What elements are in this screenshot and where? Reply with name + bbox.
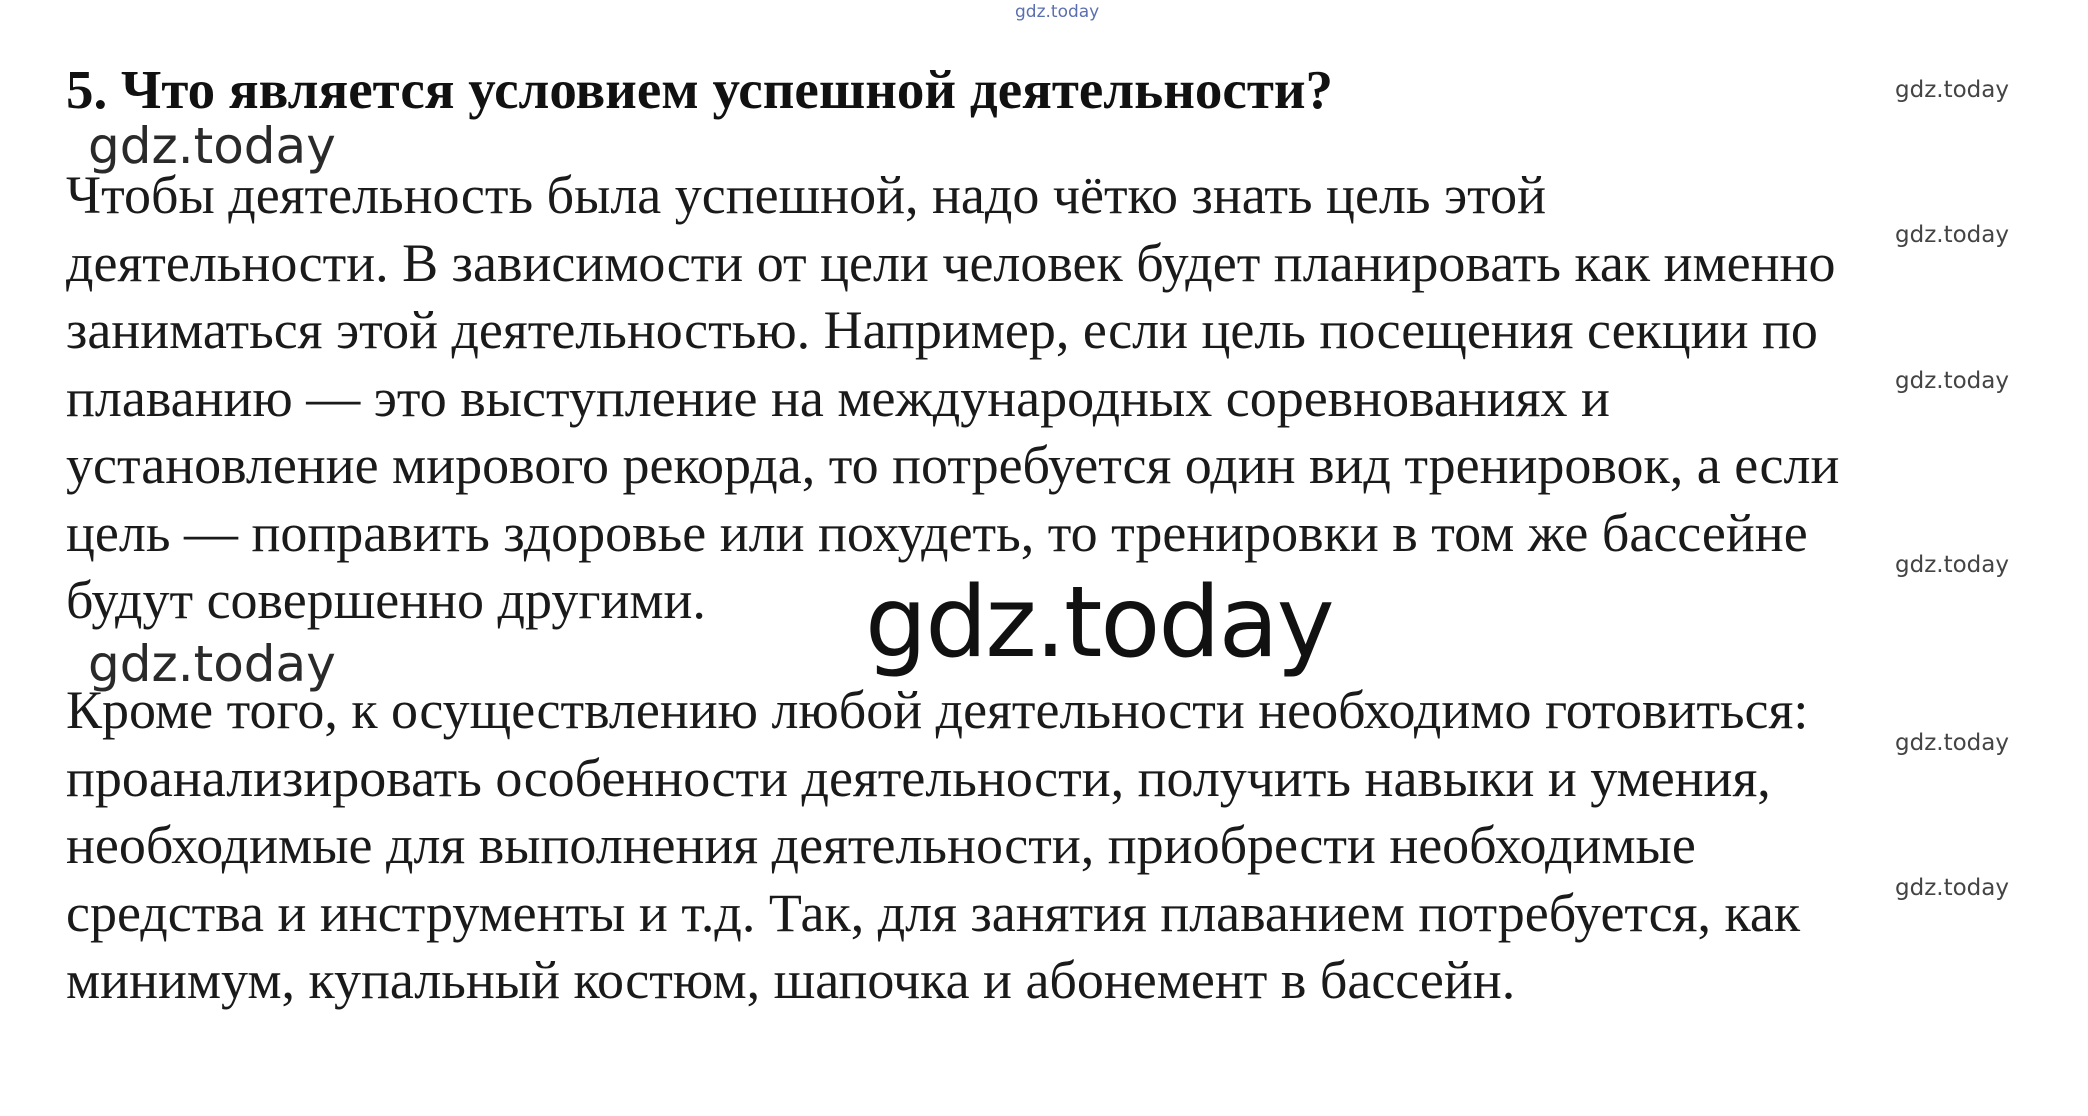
text-line: средства и инструменты и т.д. Так, для занятия плаванием потребуется, как <box>66 882 1801 943</box>
text-line: установление мирового рекорда, то потребуется один вид тренировок, а если <box>66 435 1840 495</box>
text-line: деятельности. В зависимости от цели человек будет планировать как именно <box>66 232 1836 293</box>
text-line: цель — поправить здоровье или похудеть, то тренировки в том же бассейне <box>66 502 1808 563</box>
watermark-small: gdz.today <box>1895 552 2009 578</box>
text-line: будут совершенно другими. <box>66 570 706 630</box>
answer-paragraph-2 <box>66 677 2066 1015</box>
text-line: плаванию — это выступление на международных соревнованиях и <box>66 367 1610 428</box>
watermark-small: gdz.today <box>1895 730 2009 756</box>
watermark-small: gdz.today <box>1895 368 2009 394</box>
text-line: минимум, купальный костюм, шапочка и абонемент в бассейн. <box>66 950 1516 1010</box>
text-line: Чтобы деятельность была успешной, надо чётко знать цель этой <box>66 165 1546 225</box>
text-line: необходимые для выполнения деятельности, приобрести необходимые <box>66 815 1696 875</box>
watermark-small: gdz.today <box>1895 77 2009 103</box>
text-line: Кроме того, к осуществлению любой деятельности необходимо готовиться: <box>66 680 1809 740</box>
watermark-medium: gdz.today <box>88 117 336 175</box>
question-heading: 5. Что является условием успешной деятельности? <box>66 59 1334 120</box>
watermark-small: gdz.today <box>1895 875 2009 901</box>
text-line: проанализировать особенности деятельности, получить навыки и умения, <box>66 747 1771 808</box>
watermark-small: gdz.today <box>1895 222 2009 248</box>
answer-paragraph-1 <box>66 162 2066 635</box>
watermark-medium: gdz.today <box>88 635 336 693</box>
watermark-large: gdz.today <box>865 566 1333 680</box>
text-line: заниматься этой деятельностью. Например, если цель посещения секции по <box>66 300 1818 360</box>
top-watermark: gdz.today <box>1015 2 1100 22</box>
